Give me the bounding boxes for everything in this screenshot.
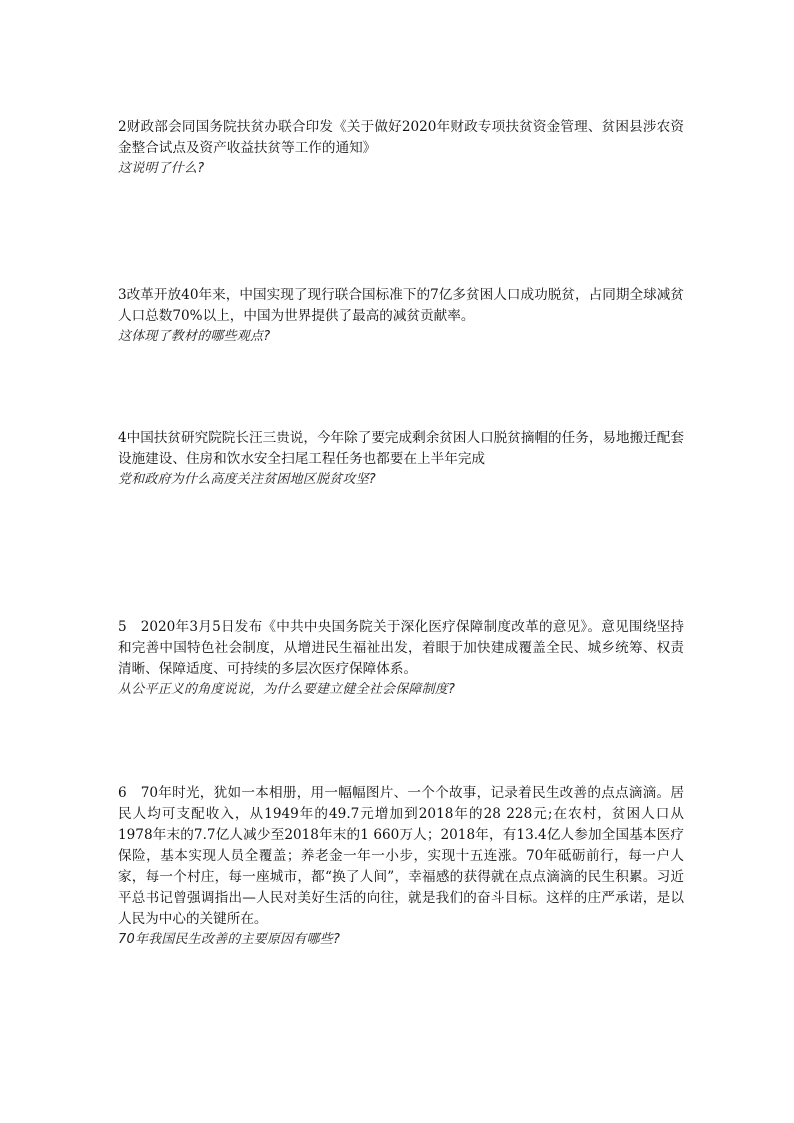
question-2	[118, 117, 684, 179]
question-2-prompt: 这说明了什么?	[118, 161, 205, 176]
question-5-prompt: 从公平正义的角度说说，为什么要建立健全社会保障制度?	[118, 682, 456, 697]
question-5	[118, 617, 684, 700]
question-3-prompt: 这体现了教材的哪些观点?	[118, 329, 271, 344]
question-5-body: 5 2020年3月5日发布《中共中央国务院关于深化医疗保障制度改革的意见》。意见围绕坚持和完善中国特色社会制度，从增进民生福祉出发，着眼于加快建成覆盖全民、城乡统筹、权责清晰、保障适度、可持续的多层次医疗保障体系。	[118, 619, 684, 677]
question-2-body: 2财政部会同国务院扶贫办联合印发《关于做好2020年财政专项扶贫资金管理、贫困县涉农资金整合试点及资产收益扶贫等工作的通知》	[118, 119, 684, 156]
question-4-prompt: 党和政府为什么高度关注贫困地区脱贫攻坚?	[118, 472, 376, 487]
question-6-prompt: 70年我国民生改善的主要原因有哪些?	[118, 932, 341, 947]
question-4-body: 4中国扶贫研究院院长汪三贵说，今年除了要完成剩余贫困人口脱贫摘帽的任务，易地搬迁配套设施建设、住房和饮水安全扫尾工程任务也都要在上半年完成	[118, 430, 684, 467]
question-6	[118, 783, 684, 950]
question-3-body: 3改革开放40年来，中国实现了现行联合国标准下的7亿多贫困人口成功脱贫，占同期全球减贫人口总数70%以上，中国为世界提供了最高的减贫贡献率。	[118, 287, 684, 324]
question-4	[118, 428, 684, 490]
question-6-body: 6 70年时光，犹如一本相册，用一幅幅图片、一个个故事，记录着民生改善的点点滴滴。居民人均可支配收入，从1949年的49.7元增加到2018年的28 228元;在农村，贫困人口从1978年末的7.7亿人减少至2018年末的1 660万人；2018年，有13.4亿人参加全国基本医疗保险，基本实现人员全覆盖；养老金一年一小步，实现十五连涨。70年砥砺前行，每一户人家，每一个村庄，每一座城市，都“换了人间”，幸福感的获得就在点点滴滴的民生积累。习近平总书记曾强调指出—人民对美好生活的向往，就是我们的奋斗目标。这样的庄严承诺，是以人民为中心的关键所在。	[118, 785, 684, 927]
question-3	[118, 285, 684, 347]
